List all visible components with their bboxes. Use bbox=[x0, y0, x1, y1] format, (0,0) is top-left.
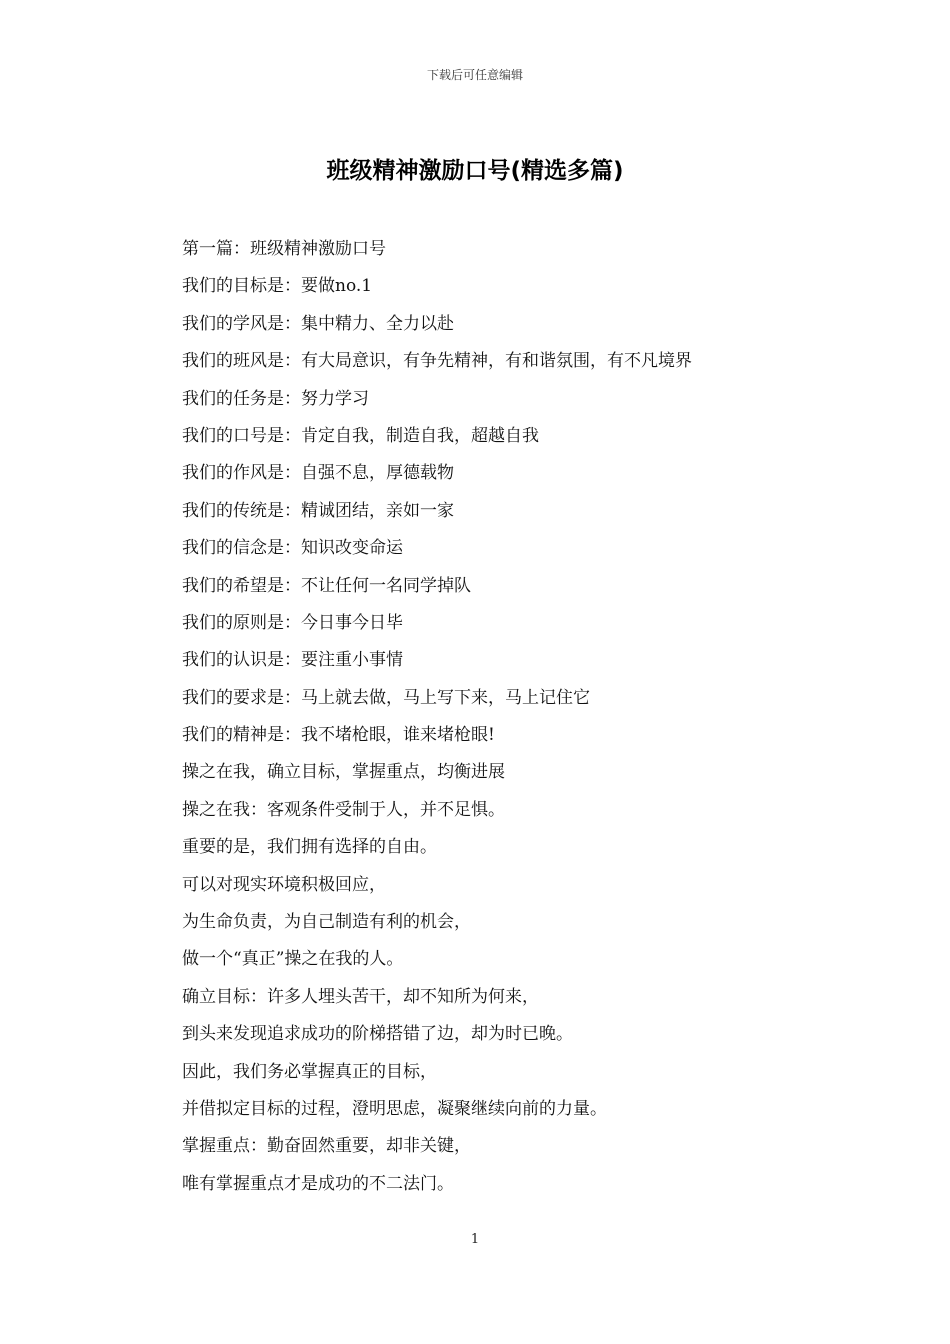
text-line: 因此，我们务必掌握真正的目标， bbox=[182, 1061, 437, 1082]
text-line: 我们的希望是：不让任何一名同学掉队 bbox=[182, 575, 471, 596]
text-line: 为生命负责，为自己制造有利的机会， bbox=[182, 912, 471, 933]
text-line: 我们的目标是：要做no.1 bbox=[182, 276, 373, 297]
text-line: 我们的口号是：肯定自我，制造自我，超越自我 bbox=[182, 425, 539, 446]
text-line: 我们的任务是：努力学习 bbox=[182, 388, 369, 409]
text-line: 我们的精神是：我不堵枪眼，谁来堵枪眼! bbox=[182, 725, 495, 746]
text-line: 操之在我，确立目标，掌握重点，均衡进展 bbox=[182, 762, 505, 783]
text-line: 唯有掌握重点才是成功的不二法门。 bbox=[182, 1173, 454, 1194]
document-title: 班级精神激励口号(精选多篇) bbox=[326, 158, 624, 184]
text-line: 我们的学风是：集中精力、全力以赴 bbox=[182, 313, 454, 334]
text-line: 做一个“真正”操之在我的人。 bbox=[182, 949, 404, 970]
text-line: 我们的要求是：马上就去做，马上写下来，马上记住它 bbox=[182, 687, 590, 708]
text-line: 确立目标：许多人埋头苦干，却不知所为何来， bbox=[182, 986, 539, 1007]
text-line: 重要的是，我们拥有选择的自由。 bbox=[182, 837, 437, 858]
text-line: 可以对现实环境积极回应， bbox=[182, 874, 386, 895]
text-line: 并借拟定目标的过程，澄明思虑，凝聚继续向前的力量。 bbox=[182, 1098, 607, 1119]
text-line: 我们的班风是：有大局意识，有争先精神，有和谐氛围，有不凡境界 bbox=[182, 351, 692, 372]
page-number: 1 bbox=[470, 1232, 480, 1247]
text-line: 我们的认识是：要注重小事情 bbox=[182, 650, 403, 671]
text-line: 到头来发现追求成功的阶梯搭错了边，却为时已晚。 bbox=[182, 1024, 573, 1045]
text-line: 我们的作风是：自强不息，厚德载物 bbox=[182, 463, 454, 484]
document-body bbox=[182, 234, 872, 1206]
text-line: 我们的原则是：今日事今日毕 bbox=[182, 612, 403, 633]
text-line: 我们的信念是：知识改变命运 bbox=[182, 538, 403, 559]
page-header: 下载后可任意编辑 bbox=[426, 68, 523, 82]
text-line: 第一篇：班级精神激励口号 bbox=[182, 239, 386, 259]
text-line: 掌握重点：勤奋固然重要，却非关键， bbox=[182, 1136, 471, 1157]
text-line: 操之在我：客观条件受制于人，并不足惧。 bbox=[182, 799, 505, 820]
text-line: 我们的传统是：精诚团结，亲如一家 bbox=[182, 500, 454, 521]
